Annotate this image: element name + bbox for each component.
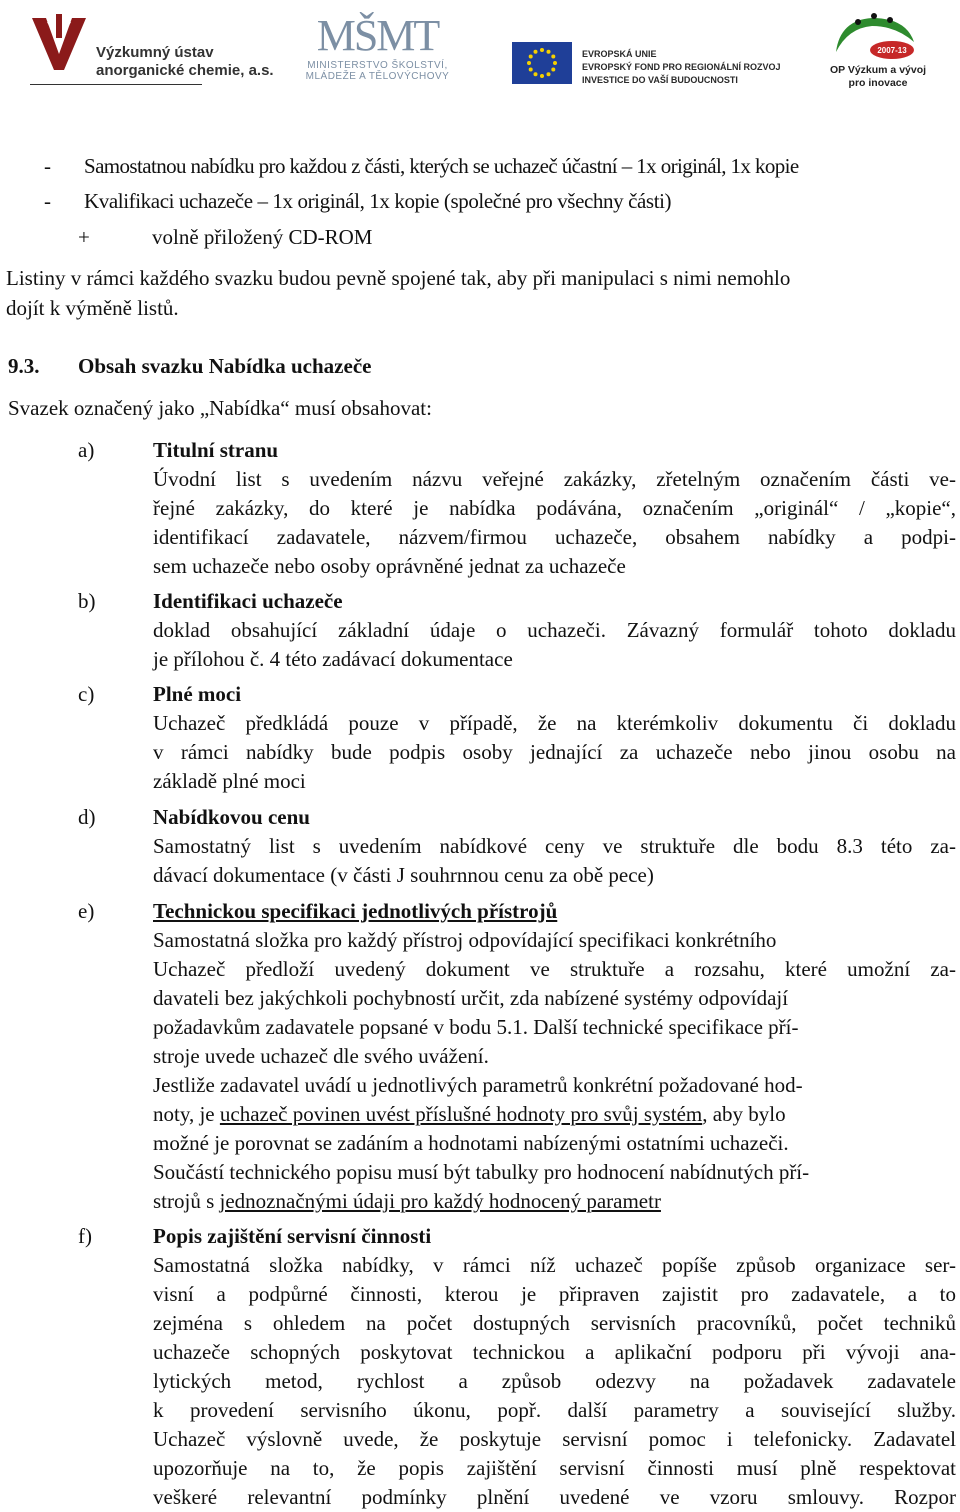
vuach-name: Výzkumný ústav anorganické chemie, a.s. <box>96 44 274 79</box>
item-title: Technickou specifikaci jednotlivých přístrojů <box>153 899 558 923</box>
item-title: Popis zajištění servisní činnosti <box>153 1224 432 1248</box>
item-line: Úvodní list s uvedením názvu veřejné zakázky, zřetelným označením části ve- <box>153 467 956 491</box>
intro-line-3: volně přiložený CD-ROM <box>152 225 373 249</box>
section-title: Obsah svazku Nabídka uchazeče <box>78 354 372 378</box>
item-letter: e) <box>78 899 95 923</box>
bullet-plus: + <box>78 225 90 249</box>
item-title: Identifikaci uchazeče <box>153 589 343 613</box>
msmt-logo <box>300 12 455 92</box>
op-vavpi-logo <box>808 12 948 96</box>
item-line: veškeré relevantní podmínky plnění uvedené ve vzoru smlouvy. Rozpor <box>153 1485 956 1509</box>
item-line: k provedení servisního úkonu, popř. další parametry a související služby. <box>153 1398 956 1422</box>
msmt-mark: MŠMT <box>316 11 439 60</box>
underlined-text: uchazeč povinen uvést příslušné hodnoty pro svůj systém <box>219 1102 703 1126</box>
underlined-text: jednoznačnými údaji pro každý hodnocený parametr <box>219 1189 661 1213</box>
item-line: Uchazeč předloží uvedený dokument ve struktuře a rozsahu, které umožní za- <box>153 957 956 981</box>
item-line: Samostatný list s uvedením nabídkové ceny ve struktuře dle bodu 8.3 této za- <box>153 834 956 858</box>
vuach-logo <box>30 14 280 94</box>
item-line: uchazeče schopných poskytovat technickou a aplikační podporu při vývoji ana- <box>153 1340 956 1364</box>
item-line: základě plné moci <box>153 769 306 793</box>
item-line: sem uchazeče nebo osoby oprávněné jednat za uchazeče <box>153 554 626 578</box>
item-line: lytických metod, rychlost a způsob odezvy na požadavek zadavatele <box>153 1369 956 1393</box>
item-line: Součástí technického popisu musí být tabulky pro hodnocení nabídnutých pří- <box>153 1160 810 1184</box>
item-letter: b) <box>78 589 96 613</box>
item-title: Titulní stranu <box>153 438 279 462</box>
item-line: zejména s ohledem na počet dostupných servisních pracovníků, počet techniků <box>153 1311 956 1335</box>
bullet-dash: - <box>44 189 51 213</box>
item-line: Jestliže zadavatel uvádí u jednotlivých parametrů konkrétní požadované hod- <box>153 1073 803 1097</box>
section-lead: Svazek označený jako „Nabídka“ musí obsahovat: <box>8 396 432 420</box>
op-text: OP Výzkum a vývoj pro inovace <box>829 64 927 89</box>
eu-logo <box>512 42 781 90</box>
item-letter: d) <box>78 805 96 829</box>
item-line: doklad obsahující základní údaje o uchazeči. Závazný formulář tohoto dokladu <box>153 618 956 642</box>
eu-flag-icon <box>512 42 572 84</box>
item-title: Plné moci <box>153 682 242 706</box>
intro-line-1: Samostatnou nabídku pro každou z části, kterých se uchazeč účastní – 1x originál, 1x kopie <box>84 154 799 178</box>
item-line: Uchazeč předkládá pouze v případě, že na kterémkoliv dokumentu či dokladu <box>153 711 956 735</box>
item-line-mixed: noty, je uchazeč povinen uvést příslušné hodnoty pro svůj systém, aby bylo <box>153 1102 786 1126</box>
item-line: stroje uvede uchazeč dle svého uvážení. <box>153 1044 489 1068</box>
item-line: Samostatná složka nabídky, v rámci níž uchazeč popíše způsob organizace ser- <box>153 1253 956 1277</box>
item-line: visní a podpůrné činnosti, kterou je připraven zajistit pro zadavatele, a to <box>153 1282 956 1306</box>
op-emblem-icon <box>826 12 926 62</box>
item-line: možné je porovnat se zadáním a hodnotami nabízenými ostatními uchazeči. <box>153 1131 789 1155</box>
item-line: požadavkům zadavatele popsané v bodu 5.1. Další technické specifikace pří- <box>153 1015 799 1039</box>
intro-line-2: Kvalifikaci uchazeče – 1x originál, 1x kopie (společné pro všechny části) <box>84 189 672 213</box>
intro-paragraph-line-2: dojít k výměně listů. <box>6 296 179 320</box>
item-letter: a) <box>78 438 95 462</box>
ministry-line-1: MINISTERSTVO ŠKOLSTVÍ, <box>307 60 448 71</box>
item-letter: c) <box>78 682 95 706</box>
header-rule <box>30 84 202 85</box>
bullet-dash: - <box>44 154 51 178</box>
item-line: řejné zakázky, do které je nabídka podávána, označením „originál“ / „kopie“, <box>153 496 956 520</box>
item-line: identifikací zadavatele, názvem/firmou uchazeče, obsahem nabídky a podpi- <box>153 525 956 549</box>
op-badge: 2007-13 <box>877 46 907 55</box>
item-line: Uchazeč výslovně uvede, že poskytuje servisní pomoc i telefonicky. Zadavatel <box>153 1427 956 1451</box>
eu-text: EVROPSKÁ UNIE EVROPSKÝ FOND PRO REGIONÁLNÍ ROZVOJ INVESTICE DO VAŠÍ BUDOUCNOSTI <box>582 49 781 85</box>
intro-paragraph-line-1: Listiny v rámci každého svazku budou pevně spojené tak, aby při manipulaci s nimi nemohlo <box>6 266 791 290</box>
item-line: v rámci nabídky bude podpis osoby jednající za uchazeče nebo jinou osobu na <box>153 740 956 764</box>
item-line: dávací dokumentace (v části J souhrnnou cenu za obě pece) <box>153 863 654 887</box>
item-letter: f) <box>78 1224 92 1248</box>
item-line: davateli bez jakýchkoli pochybností určit, zda nabízené systémy odpovídají <box>153 986 789 1010</box>
item-line: Samostatná složka pro každý přístroj odpovídající specifikaci konkrétního <box>153 928 777 952</box>
section-number: 9.3. <box>8 354 40 378</box>
item-line: upozorňuje na to, že popis zajištění servisní činnosti musí plně respektovat <box>153 1456 956 1480</box>
vuach-emblem-icon <box>30 14 88 74</box>
item-line: je přílohou č. 4 této zadávací dokumentace <box>153 647 513 671</box>
ministry-line-2: MLÁDEŽE A TĚLOVÝCHOVY <box>305 71 450 82</box>
item-line-mixed: strojů s jednoznačnými údaji pro každý hodnocený parametr <box>153 1189 661 1213</box>
item-title: Nabídkovou cenu <box>153 805 310 829</box>
